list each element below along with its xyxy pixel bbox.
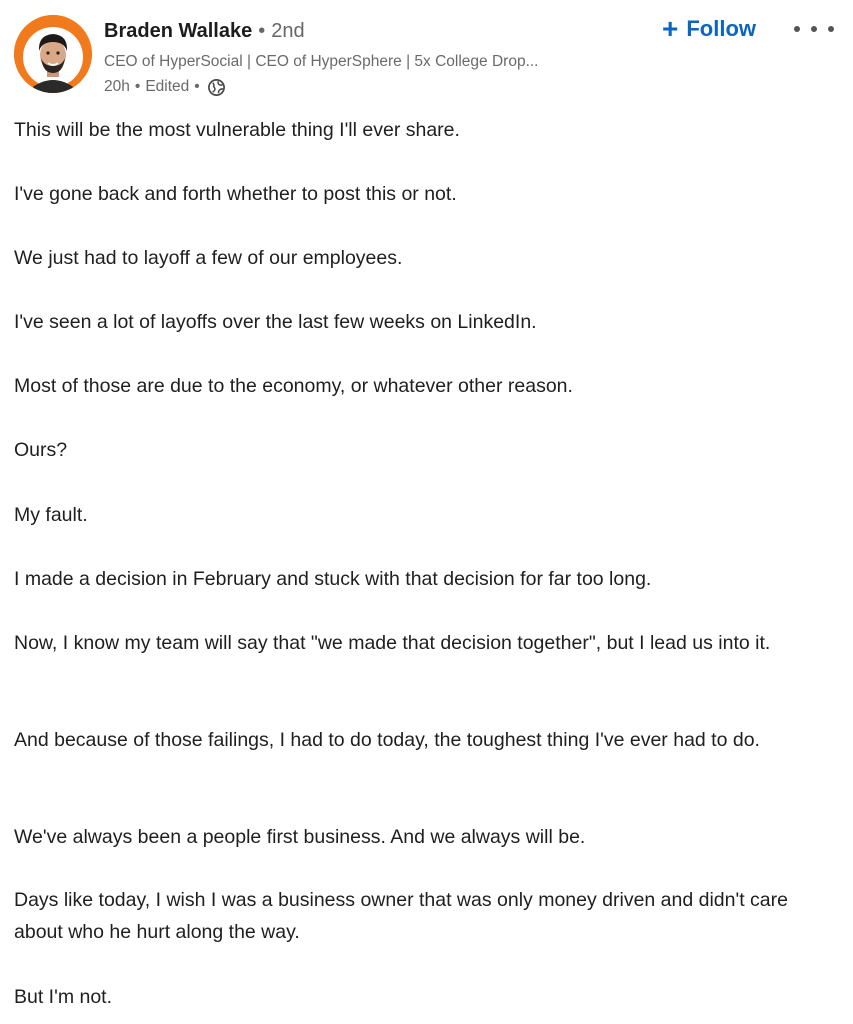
author-name-row <box>104 18 305 44</box>
author-name[interactable]: Braden Wallake <box>104 20 253 42</box>
dot <box>828 26 834 32</box>
post-paragraph: Days like today, I wish I was a business owner that was only money driven and didn't care about who he hurt along the way. <box>14 889 788 943</box>
post-paragraph: We've always been a people first business. And we always will be. <box>14 826 586 848</box>
avatar-photo <box>14 15 92 93</box>
connection-degree: 2nd <box>271 20 305 42</box>
follow-button[interactable] <box>662 12 756 46</box>
separator-dot: • <box>134 78 141 95</box>
separator-dot: • <box>258 20 266 42</box>
edited-label: Edited <box>145 78 190 95</box>
follow-label: Follow <box>686 16 757 41</box>
post-paragraph: But I'm not. <box>14 986 113 1008</box>
post-paragraph: And because of those failings, I had to do today, the toughest thing I've ever had to do. <box>14 729 760 751</box>
dot <box>794 26 800 32</box>
globe-icon <box>207 78 226 97</box>
post-meta <box>104 76 226 98</box>
avatar[interactable] <box>14 15 92 93</box>
post-paragraph: I made a decision in February and stuck with that decision for far too long. <box>14 568 652 590</box>
post-paragraph: My fault. <box>14 504 88 526</box>
post-paragraph: I've gone back and forth whether to post this or not. <box>14 183 457 205</box>
plus-icon: + <box>662 13 679 44</box>
separator-dot: • <box>194 78 200 95</box>
author-headline: CEO of HyperSocial | CEO of HyperSphere | 5x College Drop... <box>104 53 539 70</box>
more-options-icon[interactable] <box>794 20 834 38</box>
post-paragraph: This will be the most vulnerable thing I'll ever share. <box>14 119 460 141</box>
post-paragraph: Ours? <box>14 439 68 461</box>
post-paragraph: Now, I know my team will say that "we made that decision together", but I lead us into it. <box>14 632 771 654</box>
post-time: 20h <box>104 78 130 95</box>
post-paragraph: I've seen a lot of layoffs over the last few weeks on LinkedIn. <box>14 311 537 333</box>
post-paragraph: Most of those are due to the economy, or whatever other reason. <box>14 375 573 397</box>
post-paragraph: We just had to layoff a few of our employees. <box>14 247 403 269</box>
dot <box>811 26 817 32</box>
